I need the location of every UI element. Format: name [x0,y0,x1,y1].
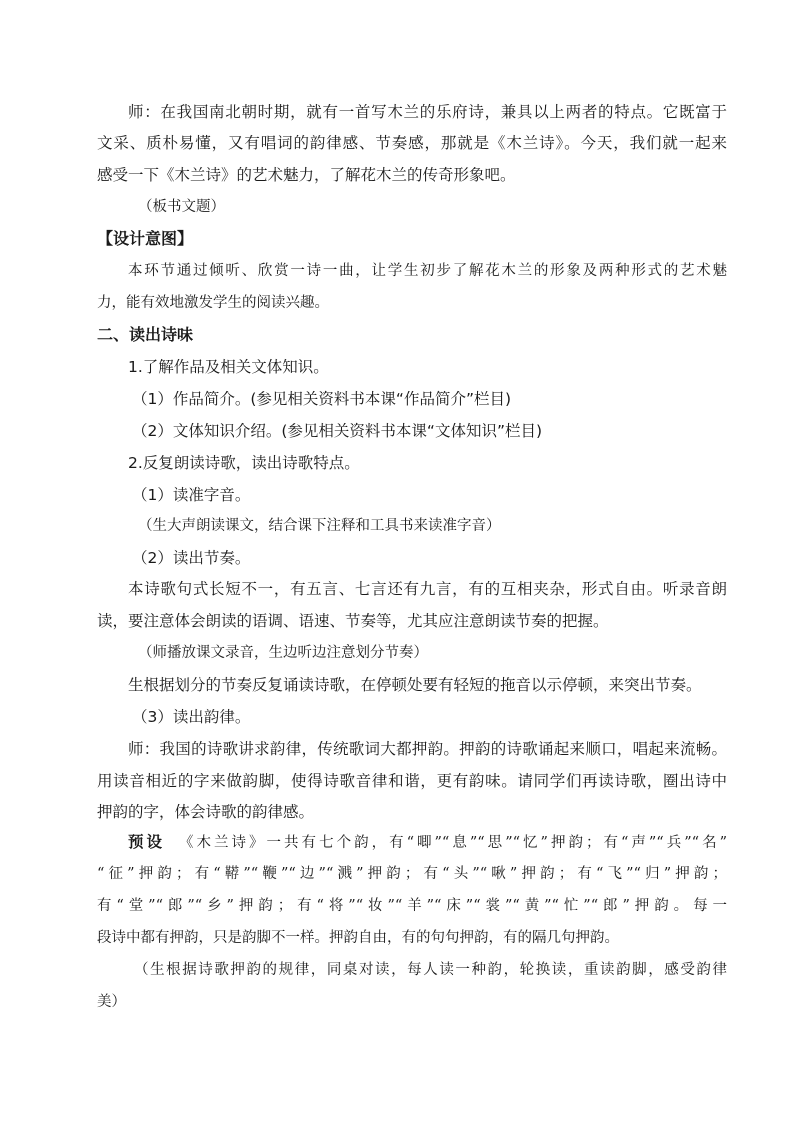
paragraph-line: 押韵的字，体会诗歌的韵律感。 [97,803,315,821]
paragraph-line: 文采、质朴易懂，又有唱词的韵律感、节奏感，那就是《木兰诗》。今天，我们就一起来 [97,134,727,152]
list-item: （1）作品简介。(参见相关资料书本课“作品简介”栏目) [132,390,512,408]
section-heading-design-intent: 【设计意图】 [97,229,194,248]
preset-paragraph-line [128,831,727,853]
classroom-note: （生根据诗歌押韵的规律，同桌对读，每人读一种韵，轮换读，重读韵脚，感受韵律 [134,962,727,978]
paragraph-line: “征”押韵；有“鞯”“鞭”“边”“溅”押韵；有“头”“啾”押韵；有“飞”“归”押韵； [97,866,727,882]
paragraph-line: 用读音相近的字来做韵脚，使得诗歌音律和谐，更有韵味。请同学们再读诗歌，圈出诗中 [97,772,727,790]
list-item: （3）读出韵律。 [132,708,251,726]
list-item: （1）读准字音。 [132,486,251,504]
paragraph-line: 本诗歌句式长短不一，有五言、七言还有九言，有的互相夹杂，形式自由。听录音朗 [128,580,727,598]
paragraph-line: 生根据划分的节奏反复诵读诗歌，在停顿处要有轻短的拖音以示停顿，来突出节奏。 [128,676,702,694]
paragraph-line: 本环节通过倾听、欣赏一诗一曲，让学生初步了解花木兰的形象及两种形式的艺术魅 [128,263,727,279]
paragraph-line: 有“堂”“郎”“乡”押韵；有“将”“妆”“羊”“床”“裳”“黄”“忙”“郎”押韵。每一 [97,898,727,914]
list-item: （2）读出节奏。 [132,549,251,567]
list-item: （2）文体知识介绍。(参见相关资料书本课“文体知识”栏目) [132,422,543,440]
classroom-note: （师播放课文录音，生边听边注意划分节奏） [138,645,428,661]
blackboard-note: （板书文题） [138,199,225,215]
section-heading-read-poetry: 二、读出诗味 [97,325,194,344]
paragraph-line: 师：在我国南北朝时期，就有一首写木兰的乐府诗，兼具以上两者的特点。它既富于 [128,103,727,121]
paragraph-line: 师：我国的诗歌讲求韵律，传统歌词大都押韵。押韵的诗歌诵起来顺口，唱起来流畅。 [128,740,727,758]
list-item: 1.了解作品及相关文体知识。 [128,358,329,376]
list-item: 2.反复朗读诗歌，读出诗歌特点。 [128,454,360,472]
paragraph-line: 力，能有效地激发学生的阅读兴趣。 [97,295,329,311]
classroom-note: 美） [97,994,126,1010]
paragraph-line: 读，要注意体会朗读的语调、语速、节奏等，尤其应注意朗读节奏的把握。 [97,612,609,630]
classroom-note: （生大声朗读课文，结合课下注释和工具书来读准字音） [138,518,501,534]
paragraph-line: 感受一下《木兰诗》的艺术魅力，了解花木兰的传奇形象吧。 [97,166,516,184]
preset-text: 《木兰诗》一共有七个韵，有“唧”“息”“思”“忆”押韵；有“声”“兵”“名” [179,835,727,851]
paragraph-line: 段诗中都有押韵，只是韵脚不一样。押韵自由，有的句句押韵，有的隔几句押韵。 [97,930,619,946]
preset-label: 预设 [128,833,166,851]
